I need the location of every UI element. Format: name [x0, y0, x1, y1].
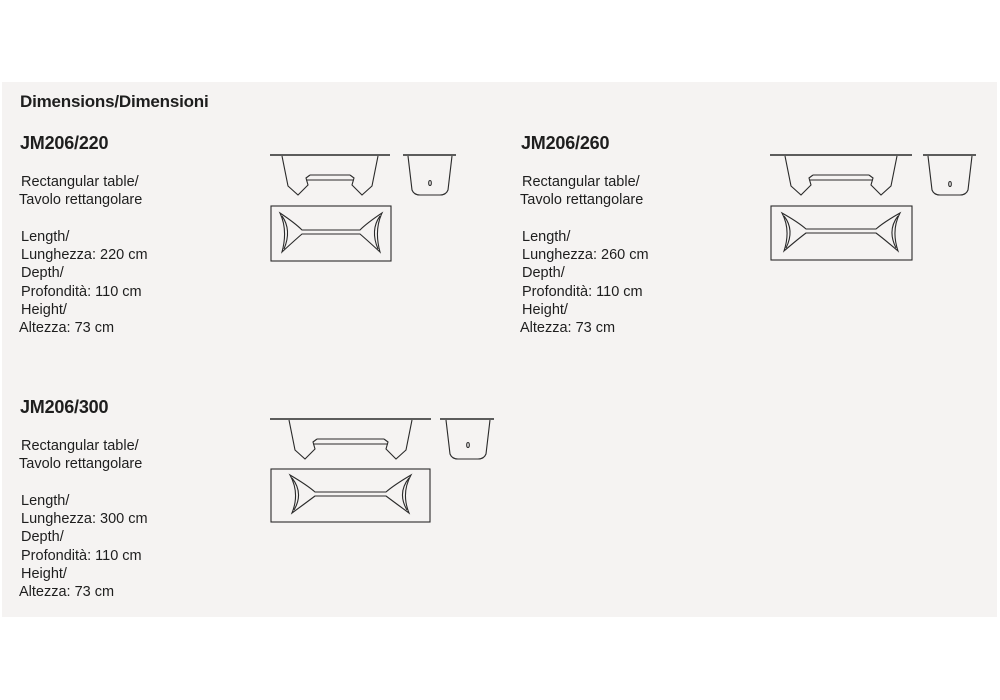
height-it: Altezza: 73 cm: [19, 320, 115, 337]
table-drawing-220: [270, 150, 460, 265]
model-code-220: JM206/220: [20, 133, 109, 153]
plan-view-300: [271, 469, 430, 522]
table-drawing-300: [270, 414, 500, 529]
model-code-300: JM206/300: [20, 397, 109, 417]
type-en: Rectangular table/: [21, 438, 139, 454]
type-it: Tavolo rettangolare: [19, 192, 143, 209]
length-en: Length/: [21, 228, 70, 245]
length-it: Lunghezza: 260 cm: [522, 247, 649, 264]
height-en: Height/: [522, 302, 568, 319]
front-elevation-260: [770, 155, 912, 195]
plan-view-260: [771, 206, 912, 260]
depth-en: Depth/: [522, 265, 565, 282]
model-spec-220: [21, 173, 148, 338]
depth-en: Depth/: [21, 529, 64, 546]
type-it: Tavolo rettangolare: [520, 192, 644, 209]
model-code-260: JM206/260: [521, 133, 610, 153]
length-en: Length/: [21, 492, 70, 509]
type-it: Tavolo rettangolare: [19, 456, 143, 473]
length-it: Lunghezza: 300 cm: [21, 511, 148, 528]
depth-it: Profondità: 110 cm: [522, 283, 643, 300]
length-en: Length/: [522, 228, 571, 245]
depth-it: Profondità: 110 cm: [21, 283, 142, 300]
front-elevation-300: [270, 419, 431, 459]
height-it: Altezza: 73 cm: [19, 584, 115, 601]
model-spec-300: [21, 437, 148, 602]
length-it: Lunghezza: 220 cm: [21, 247, 148, 264]
table-drawing-260: [770, 150, 980, 265]
depth-it: Profondità: 110 cm: [21, 547, 142, 564]
type-en: Rectangular table/: [522, 174, 640, 190]
depth-en: Depth/: [21, 265, 64, 282]
height-it: Altezza: 73 cm: [520, 320, 616, 337]
type-en: Rectangular table/: [21, 174, 139, 190]
side-elevation-300: [440, 419, 494, 459]
plan-view-220: [271, 206, 391, 261]
height-en: Height/: [21, 566, 67, 583]
side-elevation-260: [923, 155, 976, 195]
front-elevation-220: [270, 155, 390, 195]
section-heading: Dimensions/Dimensioni: [20, 92, 209, 111]
side-elevation-220: [403, 155, 456, 195]
model-spec-260: [522, 173, 649, 338]
height-en: Height/: [21, 302, 67, 319]
